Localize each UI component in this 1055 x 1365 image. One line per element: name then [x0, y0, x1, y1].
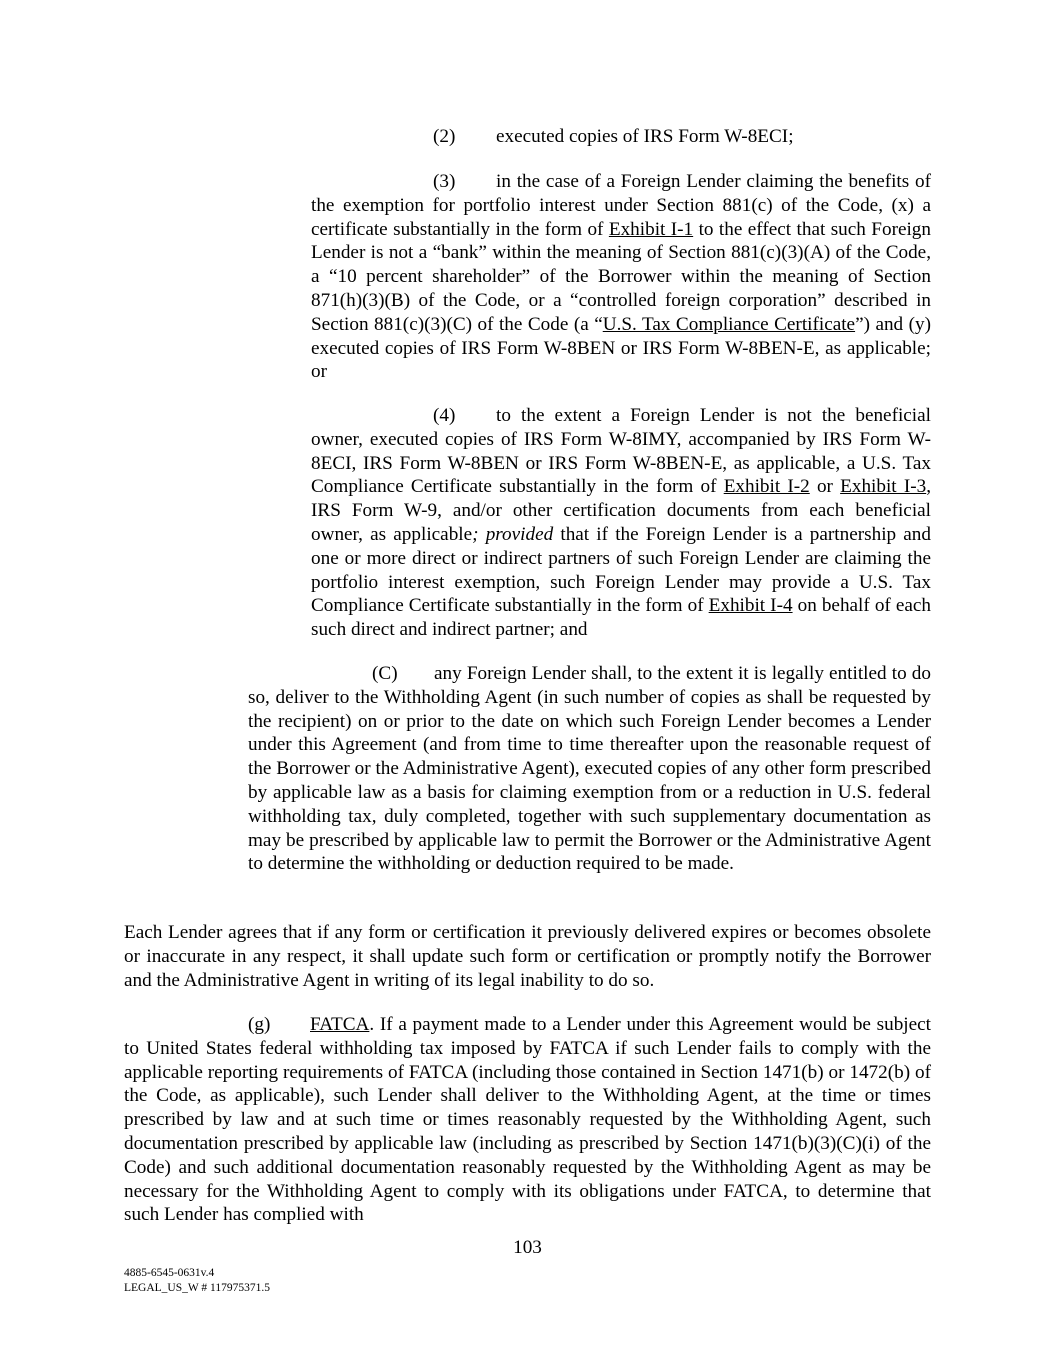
item-3: [311, 170, 931, 384]
footer-legal-id: LEGAL_US_W # 117975371.5: [124, 1282, 270, 1294]
each-lender-text: Each Lender agrees that if any form or certification it previously delivered expires or becomes obsolete or inaccurate in any respect, it shall update such form or certification or promptly notify the Borrower and the Administrative Agent in writing of its legal inability to do so.: [124, 922, 931, 991]
item-4-number: (4): [433, 405, 456, 426]
item-2: [433, 125, 794, 149]
item-c-text: any Foreign Lender shall, to the extent it is legally entitled to do so, deliver to the Withholding Agent (in such number of copies as shall be requested by the recipient) on or prior to the date on which such Foreign Lender becomes a Lender under this Agreement (and from time to time thereafter upon the reasonable request of the Borrower or the Administrative Agent), executed copies of any other form prescribed by applicable law as a basis for claiming exemption from or a reduction in U.S. federal withholding tax, duly completed, together with such supplementary documentation as may be prescribed by applicable law to permit the Borrower or the Administrative Agent to determine the withholding or deduction required to be made.: [248, 663, 931, 875]
item-g-text: . If a payment made to a Lender under this Agreement would be subject to United States federal withholding tax imposed by FATCA if such Lender fails to comply with the applicable reporting requirements of FATCA (including those contained in Section 1471(b) or 1472(b) of the Code, as applicable), such Lender shall deliver to the Withholding Agent, at the time or times prescribed by law and at such time or times reasonably requested by the Withholding Agent, such documentation prescribed by applicable law (including as prescribed by Section 1471(b)(3)(C)(i) of the Code) and such additional documentation reasonably requested by the Withholding Agent as may be necessary for the Withholding Agent to comply with its obligations under FATCA, to determine that such Lender has complied with: [124, 1014, 931, 1226]
item-2-number: (2): [433, 126, 456, 147]
item-c-number: (C): [372, 663, 398, 684]
exhibit-i-2-reference: Exhibit I-2: [723, 476, 810, 498]
item-4: [311, 404, 931, 642]
each-lender-paragraph: [124, 921, 931, 992]
item-4-text-4: that if the Foreign Lender is a partnership and one or more direct or indirect partners of such Foreign Lender are claiming the portfolio interest exemption, such Foreign Lender may provide a U.S. Tax Compliance Certificate substantially in the form of: [311, 523, 931, 617]
footer-doc-id: 4885-6545-0631v.4: [124, 1267, 215, 1279]
item-4-text-3: , IRS Form W-9, and/or other certification documents from each beneficial owner, as applicable: [311, 476, 931, 545]
item-3-text-2: to the effect that such Foreign Lender is not a “bank” within the meaning of Section 881(c)(3)(A) of the Code, a “10 percent shareholder” of the Borrower within the meaning of Section 871(h)(3)(B) of the Code, or a “controlled foreign corporation” described in Section 881(c)(3)(C) of the Code (a “: [311, 218, 931, 335]
item-2-text: executed copies of IRS Form W-8ECI;: [496, 126, 794, 147]
exhibit-i-4-reference: Exhibit I-4: [708, 595, 793, 617]
item-g-fatca: [124, 1013, 931, 1227]
item-g-number: (g): [248, 1014, 271, 1035]
item-3-text-1: in the case of a Foreign Lender claiming the benefits of the exemption for portfolio interest under Section 881(c) of the Code, (x) a certificate substantially in the form of: [311, 171, 931, 240]
item-c: [248, 662, 931, 876]
item-3-number: (3): [433, 171, 456, 192]
exhibit-i-3-reference: Exhibit I-3: [840, 476, 927, 498]
us-tax-compliance-certificate-term: U.S. Tax Compliance Certificate: [602, 313, 856, 335]
item-3-text-3: ”) and (y) executed copies of IRS Form W-8BEN or IRS Form W-8BEN-E, as applicable; or: [311, 313, 931, 383]
item-4-text-2: or: [809, 476, 841, 498]
provided-italic: ; provided: [472, 523, 554, 545]
page-number: 103: [513, 1237, 542, 1258]
item-4-text-5: on behalf of each such direct and indirect partner; and: [311, 595, 931, 641]
item-4-text-1: to the extent a Foreign Lender is not the beneficial owner, executed copies of IRS Form W-8IMY, accompanied by IRS Form W-8ECI, IRS Form W-8BEN or IRS Form W-8BEN-E, as applicable, a U.S. Tax Compliance Certificate substantially in the form of: [311, 405, 931, 498]
exhibit-i-1-reference: Exhibit I-1: [608, 218, 694, 240]
fatca-heading: FATCA: [310, 1014, 370, 1035]
